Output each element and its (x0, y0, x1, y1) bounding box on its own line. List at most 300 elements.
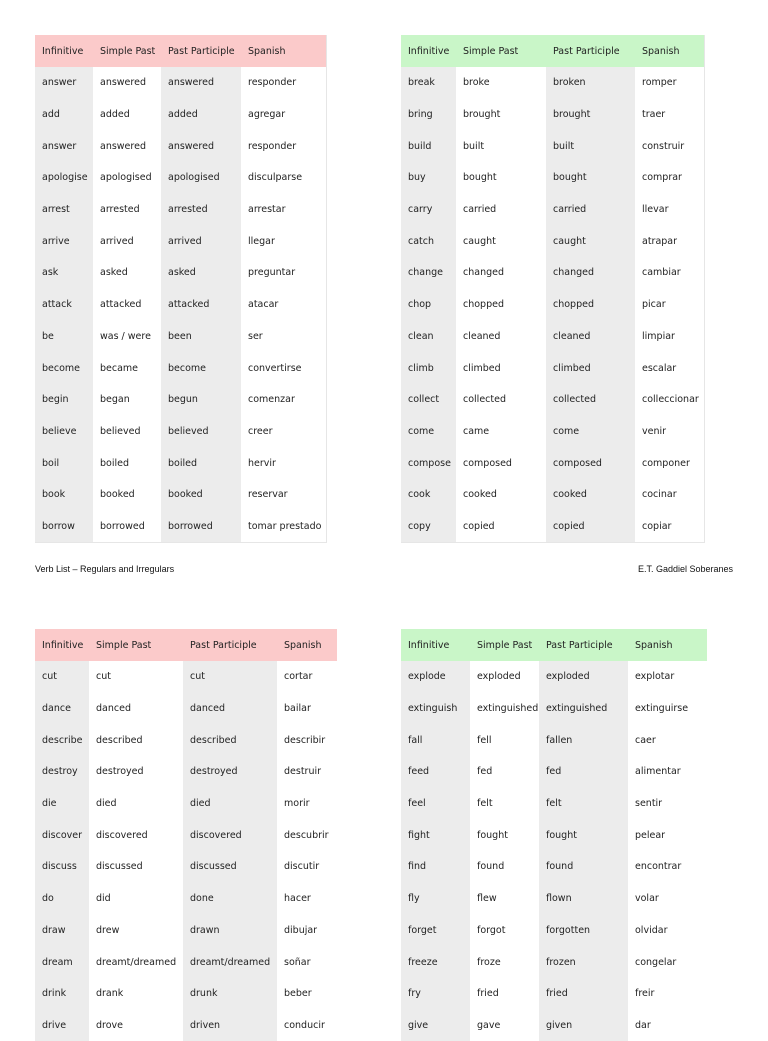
infinitive-cell: draw (35, 915, 89, 947)
spanish-cell: creer (241, 416, 326, 448)
infinitive-cell: buy (401, 162, 456, 194)
infinitive-cell: drink (35, 978, 89, 1010)
infinitive-cell: become (35, 352, 93, 384)
simple-past-cell: chopped (456, 289, 546, 321)
past-participle-cell: climbed (546, 352, 635, 384)
past-participle-cell: fed (539, 756, 628, 788)
past-participle-cell: given (539, 1010, 628, 1041)
table-row (35, 67, 326, 99)
table-row (401, 194, 704, 226)
simple-past-cell: fought (470, 819, 539, 851)
spanish-cell: hacer (277, 883, 337, 915)
spanish-header: Spanish (277, 629, 337, 661)
table-row (401, 352, 704, 384)
table-row (35, 946, 337, 978)
infinitive-cell: collect (401, 384, 456, 416)
simple-past-cell: bought (456, 162, 546, 194)
spanish-cell: describir (277, 724, 337, 756)
simple-past-cell: drew (89, 915, 183, 947)
infinitive-cell: compose (401, 447, 456, 479)
spanish-cell: romper (635, 67, 704, 99)
infinitive-cell: chop (401, 289, 456, 321)
table-body (35, 67, 326, 543)
past-participle-cell: extinguished (539, 693, 628, 725)
infinitive-cell: forget (401, 915, 470, 947)
simple-past-cell: asked (93, 257, 161, 289)
infinitive-cell: arrest (35, 194, 93, 226)
simple-past-cell: brought (456, 99, 546, 131)
simple-past-cell: found (470, 851, 539, 883)
spanish-cell: soñar (277, 946, 337, 978)
simple-past-cell: described (89, 724, 183, 756)
spanish-cell: construir (635, 130, 704, 162)
infinitive-cell: destroy (35, 756, 89, 788)
spanish-cell: escalar (635, 352, 704, 384)
spanish-cell: comenzar (241, 384, 326, 416)
spanish-cell: venir (635, 416, 704, 448)
table-row (401, 130, 704, 162)
simple-past-cell: was / were (93, 321, 161, 353)
table-body (401, 67, 704, 543)
spanish-cell: hervir (241, 447, 326, 479)
spanish-cell: llegar (241, 225, 326, 257)
infinitive-header: Infinitive (401, 35, 456, 67)
table-row (401, 883, 707, 915)
simple-past-cell: became (93, 352, 161, 384)
table-row (401, 819, 707, 851)
spanish-cell: ser (241, 321, 326, 353)
infinitive-cell: feel (401, 788, 470, 820)
infinitive-cell: give (401, 1010, 470, 1041)
past-participle-cell: forgotten (539, 915, 628, 947)
table-row (35, 915, 337, 947)
simple-past-cell: fried (470, 978, 539, 1010)
past-participle-cell: danced (183, 693, 277, 725)
simple-past-cell: collected (456, 384, 546, 416)
table-row (401, 289, 704, 321)
infinitive-cell: be (35, 321, 93, 353)
past-participle-cell: drawn (183, 915, 277, 947)
past-participle-cell: broken (546, 67, 635, 99)
simple-past-cell: fell (470, 724, 539, 756)
past-participle-cell: cleaned (546, 321, 635, 353)
spanish-cell: encontrar (628, 851, 707, 883)
verb-table-c (35, 629, 337, 1041)
table-row (35, 225, 326, 257)
spanish-header: Spanish (635, 35, 704, 67)
simple-past-cell: broke (456, 67, 546, 99)
table-row (401, 257, 704, 289)
simple-past-cell: froze (470, 946, 539, 978)
spanish-cell: agregar (241, 99, 326, 131)
spanish-cell: discutir (277, 851, 337, 883)
simple-past-cell: carried (456, 194, 546, 226)
simple-past-cell: drove (89, 1010, 183, 1041)
simple-past-cell: cut (89, 661, 183, 693)
spanish-cell: morir (277, 788, 337, 820)
table-row (35, 851, 337, 883)
infinitive-cell: catch (401, 225, 456, 257)
infinitive-cell: book (35, 479, 93, 511)
past-participle-cell: brought (546, 99, 635, 131)
spanish-cell: conducir (277, 1010, 337, 1041)
infinitive-cell: drive (35, 1010, 89, 1041)
infinitive-cell: cook (401, 479, 456, 511)
table-row (35, 819, 337, 851)
simple-past-header: Simple Past (470, 629, 539, 661)
spanish-cell: alimentar (628, 756, 707, 788)
spanish-cell: picar (635, 289, 704, 321)
past-participle-cell: frozen (539, 946, 628, 978)
table-row (35, 511, 326, 543)
past-participle-cell: asked (161, 257, 241, 289)
simple-past-cell: changed (456, 257, 546, 289)
table-row (401, 225, 704, 257)
table-row (35, 978, 337, 1010)
header-row (401, 629, 707, 661)
verb-table-b (401, 35, 705, 543)
spanish-cell: cortar (277, 661, 337, 693)
past-participle-cell: copied (546, 511, 635, 543)
past-participle-cell: died (183, 788, 277, 820)
simple-past-cell: apologised (93, 162, 161, 194)
past-participle-cell: arrived (161, 225, 241, 257)
infinitive-header: Infinitive (35, 35, 93, 67)
spanish-cell: componer (635, 447, 704, 479)
table-body (35, 661, 337, 1041)
infinitive-cell: dance (35, 693, 89, 725)
table-row (35, 162, 326, 194)
table-body (401, 661, 707, 1041)
infinitive-cell: do (35, 883, 89, 915)
past-participle-cell: collected (546, 384, 635, 416)
spanish-cell: limpiar (635, 321, 704, 353)
table-row (35, 1010, 337, 1041)
table-row (401, 416, 704, 448)
infinitive-cell: fall (401, 724, 470, 756)
table-row (35, 883, 337, 915)
simple-past-cell: borrowed (93, 511, 161, 543)
past-participle-cell: arrested (161, 194, 241, 226)
infinitive-cell: extinguish (401, 693, 470, 725)
table-row (401, 756, 707, 788)
past-participle-cell: drunk (183, 978, 277, 1010)
table-header (35, 35, 326, 67)
simple-past-cell: flew (470, 883, 539, 915)
spanish-cell: traer (635, 99, 704, 131)
table-row (401, 67, 704, 99)
infinitive-cell: discuss (35, 851, 89, 883)
table-row (401, 1010, 707, 1041)
spanish-cell: convertirse (241, 352, 326, 384)
past-participle-cell: flown (539, 883, 628, 915)
spanish-cell: beber (277, 978, 337, 1010)
header-row (35, 35, 326, 67)
infinitive-cell: build (401, 130, 456, 162)
infinitive-cell: die (35, 788, 89, 820)
spanish-cell: dar (628, 1010, 707, 1041)
past-participle-cell: begun (161, 384, 241, 416)
spanish-cell: atrapar (635, 225, 704, 257)
footer-author: E.T. Gaddiel Soberanes (637, 564, 733, 574)
simple-past-cell: discussed (89, 851, 183, 883)
header-row (401, 35, 704, 67)
infinitive-cell: borrow (35, 511, 93, 543)
past-participle-cell: fought (539, 819, 628, 851)
table-row (35, 321, 326, 353)
spanish-cell: llevar (635, 194, 704, 226)
infinitive-cell: cut (35, 661, 89, 693)
past-participle-cell: carried (546, 194, 635, 226)
infinitive-cell: answer (35, 130, 93, 162)
simple-past-cell: believed (93, 416, 161, 448)
infinitive-cell: clean (401, 321, 456, 353)
simple-past-cell: drank (89, 978, 183, 1010)
spanish-cell: responder (241, 67, 326, 99)
table-row (35, 257, 326, 289)
infinitive-cell: begin (35, 384, 93, 416)
spanish-cell: colleccionar (635, 384, 704, 416)
simple-past-cell: gave (470, 1010, 539, 1041)
past-participle-cell: caught (546, 225, 635, 257)
simple-past-header: Simple Past (93, 35, 161, 67)
past-participle-header: Past Participle (183, 629, 277, 661)
infinitive-cell: answer (35, 67, 93, 99)
header-row (35, 629, 337, 661)
table-row (401, 788, 707, 820)
past-participle-cell: attacked (161, 289, 241, 321)
simple-past-cell: discovered (89, 819, 183, 851)
infinitive-header: Infinitive (35, 629, 89, 661)
table-row (401, 321, 704, 353)
simple-past-cell: began (93, 384, 161, 416)
past-participle-cell: composed (546, 447, 635, 479)
table-row (401, 479, 704, 511)
infinitive-header: Infinitive (401, 629, 470, 661)
table-row (35, 130, 326, 162)
simple-past-cell: booked (93, 479, 161, 511)
table-row (35, 724, 337, 756)
table-row (401, 511, 704, 543)
table-row (401, 447, 704, 479)
past-participle-cell: dreamt/dreamed (183, 946, 277, 978)
simple-past-cell: built (456, 130, 546, 162)
infinitive-cell: fry (401, 978, 470, 1010)
past-participle-cell: come (546, 416, 635, 448)
simple-past-cell: did (89, 883, 183, 915)
past-participle-header: Past Participle (161, 35, 241, 67)
table-header (401, 35, 704, 67)
spanish-cell: copiar (635, 511, 704, 543)
simple-past-cell: attacked (93, 289, 161, 321)
simple-past-cell: came (456, 416, 546, 448)
past-participle-cell: fallen (539, 724, 628, 756)
spanish-cell: cocinar (635, 479, 704, 511)
table-row (35, 661, 337, 693)
table-row (35, 352, 326, 384)
spanish-cell: olvidar (628, 915, 707, 947)
spanish-header: Spanish (628, 629, 707, 661)
past-participle-cell: answered (161, 130, 241, 162)
infinitive-cell: copy (401, 511, 456, 543)
simple-past-header: Simple Past (89, 629, 183, 661)
spanish-cell: extinguirse (628, 693, 707, 725)
table-row (35, 384, 326, 416)
table-row (401, 99, 704, 131)
past-participle-cell: exploded (539, 661, 628, 693)
spanish-cell: pelear (628, 819, 707, 851)
infinitive-cell: apologise (35, 162, 93, 194)
infinitive-cell: fight (401, 819, 470, 851)
infinitive-cell: arrive (35, 225, 93, 257)
past-participle-cell: borrowed (161, 511, 241, 543)
table-row (35, 756, 337, 788)
table-row (401, 384, 704, 416)
table-row (401, 724, 707, 756)
spanish-cell: atacar (241, 289, 326, 321)
table-header (35, 629, 337, 661)
table-row (401, 946, 707, 978)
past-participle-cell: felt (539, 788, 628, 820)
simple-past-cell: extinguished (470, 693, 539, 725)
infinitive-cell: discover (35, 819, 89, 851)
spanish-cell: caer (628, 724, 707, 756)
simple-past-cell: fed (470, 756, 539, 788)
past-participle-cell: driven (183, 1010, 277, 1041)
past-participle-cell: believed (161, 416, 241, 448)
past-participle-cell: cut (183, 661, 277, 693)
infinitive-cell: change (401, 257, 456, 289)
table-row (401, 162, 704, 194)
simple-past-cell: arrested (93, 194, 161, 226)
infinitive-cell: ask (35, 257, 93, 289)
infinitive-cell: dream (35, 946, 89, 978)
past-participle-header: Past Participle (546, 35, 635, 67)
spanish-cell: congelar (628, 946, 707, 978)
table-row (35, 194, 326, 226)
infinitive-cell: come (401, 416, 456, 448)
simple-past-cell: cooked (456, 479, 546, 511)
spanish-cell: dibujar (277, 915, 337, 947)
simple-past-cell: felt (470, 788, 539, 820)
infinitive-cell: describe (35, 724, 89, 756)
simple-past-cell: added (93, 99, 161, 131)
infinitive-cell: fly (401, 883, 470, 915)
spanish-header: Spanish (241, 35, 326, 67)
past-participle-cell: discovered (183, 819, 277, 851)
spanish-cell: bailar (277, 693, 337, 725)
simple-past-cell: caught (456, 225, 546, 257)
simple-past-cell: died (89, 788, 183, 820)
simple-past-cell: forgot (470, 915, 539, 947)
simple-past-cell: copied (456, 511, 546, 543)
table-row (35, 693, 337, 725)
spanish-cell: destruir (277, 756, 337, 788)
simple-past-cell: cleaned (456, 321, 546, 353)
infinitive-cell: bring (401, 99, 456, 131)
spanish-cell: descubrir (277, 819, 337, 851)
past-participle-cell: bought (546, 162, 635, 194)
simple-past-cell: composed (456, 447, 546, 479)
spanish-cell: comprar (635, 162, 704, 194)
infinitive-cell: add (35, 99, 93, 131)
past-participle-cell: chopped (546, 289, 635, 321)
past-participle-cell: added (161, 99, 241, 131)
spanish-cell: freir (628, 978, 707, 1010)
simple-past-cell: answered (93, 130, 161, 162)
spanish-cell: disculparse (241, 162, 326, 194)
spanish-cell: cambiar (635, 257, 704, 289)
spanish-cell: preguntar (241, 257, 326, 289)
simple-past-cell: boiled (93, 447, 161, 479)
infinitive-cell: attack (35, 289, 93, 321)
table-row (35, 99, 326, 131)
simple-past-header: Simple Past (456, 35, 546, 67)
past-participle-cell: cooked (546, 479, 635, 511)
footer-title: Verb List – Regulars and Irregulars (35, 564, 175, 574)
past-participle-cell: become (161, 352, 241, 384)
spanish-cell: tomar prestado (241, 511, 326, 543)
table-header (401, 629, 707, 661)
table-row (401, 851, 707, 883)
table-row (35, 447, 326, 479)
infinitive-cell: find (401, 851, 470, 883)
verb-table-a (35, 35, 327, 543)
simple-past-cell: climbed (456, 352, 546, 384)
simple-past-cell: exploded (470, 661, 539, 693)
infinitive-cell: freeze (401, 946, 470, 978)
past-participle-cell: apologised (161, 162, 241, 194)
past-participle-cell: described (183, 724, 277, 756)
simple-past-cell: answered (93, 67, 161, 99)
past-participle-cell: found (539, 851, 628, 883)
verb-table-d (401, 629, 707, 1041)
past-participle-cell: discussed (183, 851, 277, 883)
simple-past-cell: arrived (93, 225, 161, 257)
past-participle-cell: built (546, 130, 635, 162)
spanish-cell: responder (241, 130, 326, 162)
table-row (401, 915, 707, 947)
spanish-cell: volar (628, 883, 707, 915)
infinitive-cell: boil (35, 447, 93, 479)
past-participle-cell: fried (539, 978, 628, 1010)
spanish-cell: arrestar (241, 194, 326, 226)
past-participle-cell: done (183, 883, 277, 915)
past-participle-cell: been (161, 321, 241, 353)
spanish-cell: reservar (241, 479, 326, 511)
past-participle-cell: boiled (161, 447, 241, 479)
past-participle-cell: changed (546, 257, 635, 289)
infinitive-cell: believe (35, 416, 93, 448)
table-row (401, 661, 707, 693)
infinitive-cell: carry (401, 194, 456, 226)
simple-past-cell: dreamt/dreamed (89, 946, 183, 978)
spanish-cell: sentir (628, 788, 707, 820)
spanish-cell: explotar (628, 661, 707, 693)
infinitive-cell: explode (401, 661, 470, 693)
table-row (35, 788, 337, 820)
simple-past-cell: danced (89, 693, 183, 725)
past-participle-header: Past Participle (539, 629, 628, 661)
past-participle-cell: destroyed (183, 756, 277, 788)
infinitive-cell: feed (401, 756, 470, 788)
infinitive-cell: break (401, 67, 456, 99)
infinitive-cell: climb (401, 352, 456, 384)
past-participle-cell: answered (161, 67, 241, 99)
table-row (35, 416, 326, 448)
table-row (35, 289, 326, 321)
past-participle-cell: booked (161, 479, 241, 511)
